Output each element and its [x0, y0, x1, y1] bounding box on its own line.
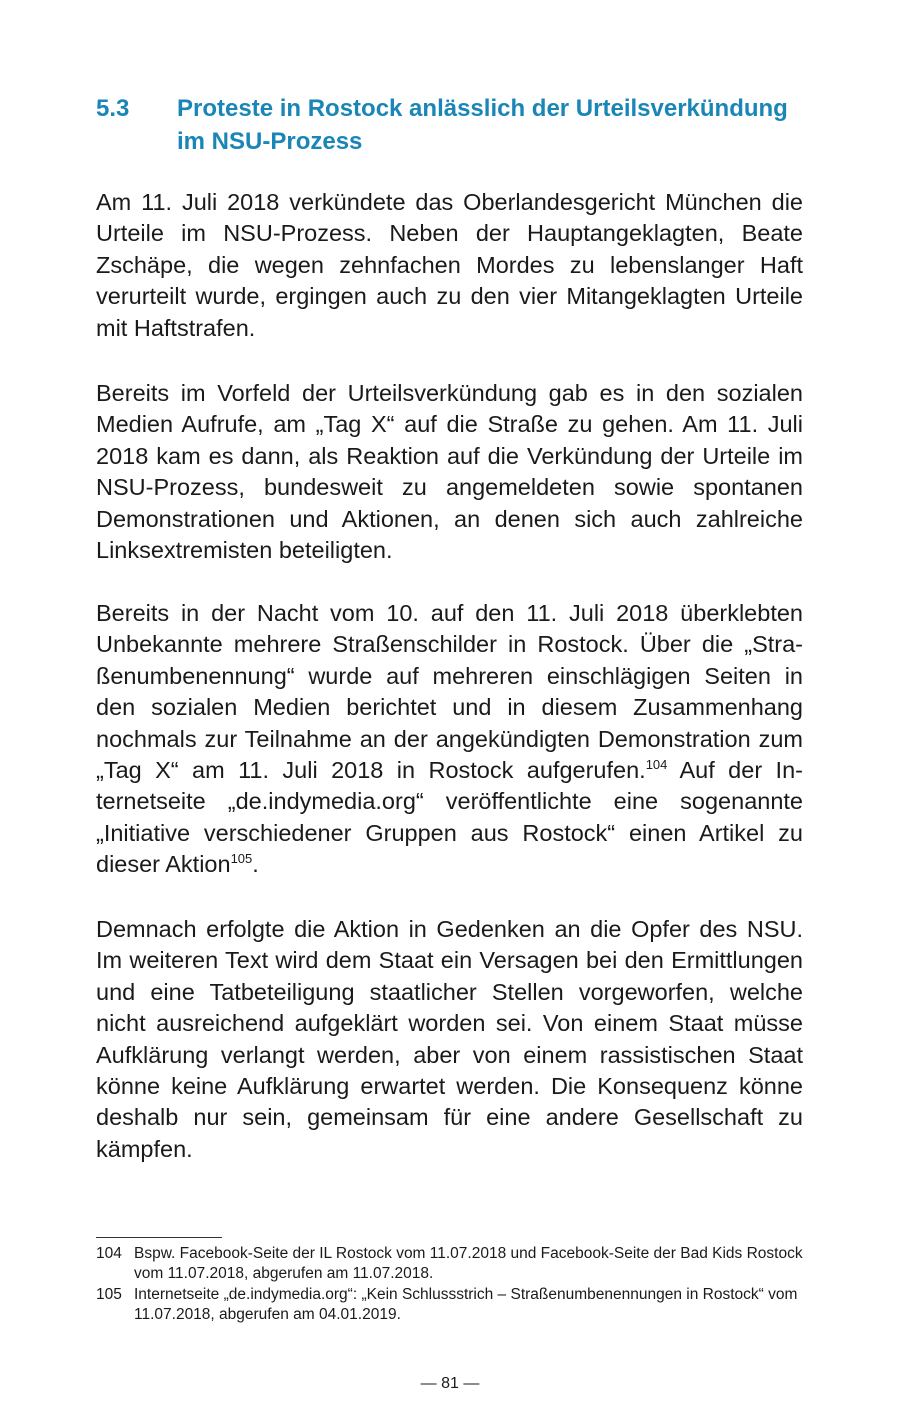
section-heading	[96, 92, 816, 158]
section-title: Proteste in Rostock anlässlich der Urteilsverkündung im NSU-Prozess	[177, 95, 788, 155]
paragraph-3-text-2: Auf der Internetseite „de.indymedia.org“ veröffentlichte eine sogenannte „Initiative verschiedener Gruppen aus Rostock“ einen Artikel zu dieser Aktion	[96, 757, 803, 878]
page-number: — 81 —	[420, 1375, 480, 1392]
footnote-ref-105[interactable]: 105	[230, 851, 253, 867]
paragraph-3-text-1: Bereits in der Nacht vom 10. auf den 11. Juli 2018 überklebten Unbekannte mehrere Straßenschilder in Rostock. Über die „Straßenumbenennung“ wurde auf mehreren einschlägigen Seiten in den sozialen Medien berichtet und in diesem Zusammenhang nochmals zur Teilnahme an der angekündigten Demonstration zum „Tag X“ am 11. Juli 2018 in Rostock aufgerufen.	[96, 600, 803, 784]
body-paragraph-3	[96, 598, 803, 881]
footnote-number: 105	[96, 1286, 122, 1303]
footnote-105	[96, 1285, 806, 1325]
footnote-divider	[96, 1237, 222, 1238]
body-paragraph-2: Bereits im Vorfeld der Urteilsverkündung gab es in den sozialen Medien Aufrufe, am „Tag X“ auf die Straße zu gehen. Am 11. Juli 2018 kam es dann, als Reaktion auf die Verkündung der Urteile im NSU-Prozess, bundesweit zu angemeldeten sowie spontanen Demonstrationen und Aktionen, an denen sich auch zahlreiche Linksextremisten beteiligten.	[96, 380, 803, 564]
footnote-104	[96, 1244, 806, 1284]
footnotes	[96, 1244, 806, 1326]
footnote-text: Bspw. Facebook-Seite der IL Rostock vom 11.07.2018 und Facebook-Seite der Bad Kids Rostock vom 11.07.2018, abgerufen am 11.07.2018.	[134, 1245, 803, 1282]
section-number: 5.3	[96, 95, 130, 122]
footnote-text: Internetseite „de.indymedia.org“: „Kein Schlussstrich – Straßenumbenennungen in Rostock“ vom 11.07.2018, abgerufen am 04.01.2019.	[134, 1286, 798, 1323]
body-paragraph-4: Demnach erfolgte die Aktion in Gedenken an die Opfer des NSU. Im weiteren Text wird dem Staat ein Versagen bei den Ermittlungen und eine Tatbeteiligung staatlicher Stellen vorgeworfen, welche nicht ausreichend aufgeklärt worden sei. Von einem Staat müsse Aufklärung verlangt werden, aber von einem rassistischen Staat könne keine Aufklärung erwartet werden. Die Konsequenz könne deshalb nur sein, gemeinsam für eine andere Gesellschaft zu kämpfen.	[96, 916, 803, 1162]
footnote-ref-104[interactable]: 104	[645, 757, 668, 773]
footnote-number: 104	[96, 1245, 122, 1262]
body-paragraph-1: Am 11. Juli 2018 verkündete das Oberlandesgericht München die Urteile im NSU-Prozess. Neben der Hauptangeklagten, Beate Zschäpe, die wegen zehnfachen Mordes zu lebenslanger Haft verurteilt wurde, ergingen auch zu den vier Mitangeklagten Urteile mit Haftstrafen.	[96, 189, 803, 341]
paragraph-3-text-3: .	[252, 851, 259, 878]
